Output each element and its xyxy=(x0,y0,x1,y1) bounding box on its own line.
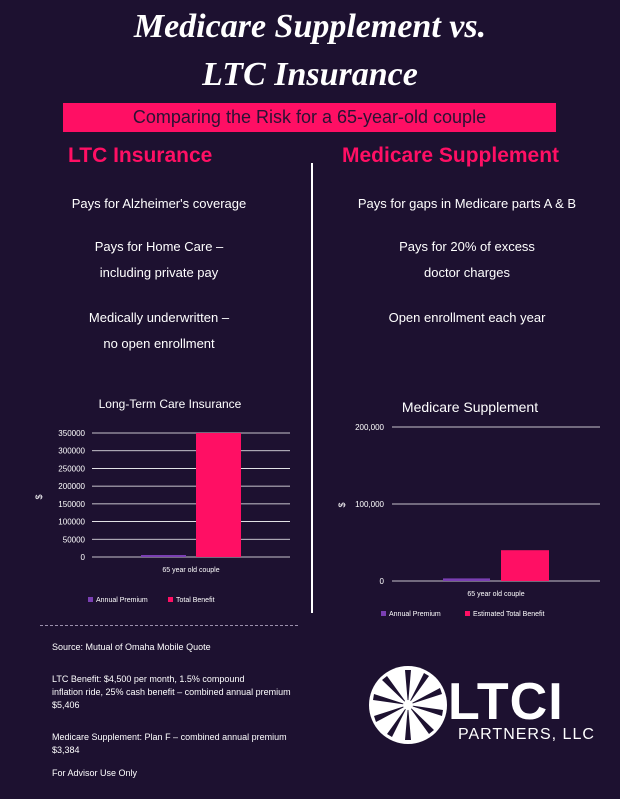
page-title-line-2: LTC Insurance xyxy=(202,56,418,93)
page-title-line-1: Medicare Supplement vs. xyxy=(133,8,487,45)
ltc-feature-home-care: Pays for Home Care – including private pay xyxy=(94,239,224,280)
ltc-bar-total-benefit xyxy=(196,433,241,557)
medicare-feature-open-enrollment: Open enrollment each year xyxy=(388,310,546,325)
ltc-legend-swatch xyxy=(88,597,93,602)
medicare-y-tick-label: 200,000 xyxy=(355,423,384,432)
ltc-y-tick-label: 300000 xyxy=(58,446,85,456)
medicare-column-heading: Medicare Supplement xyxy=(342,144,560,167)
ltc-column-heading: LTC Insurance xyxy=(68,144,213,167)
source-note: Source: Mutual of Omaha Mobile Quote xyxy=(52,642,211,652)
ltc-y-tick-label: 100000 xyxy=(58,517,85,527)
ltc-y-tick-label: 250000 xyxy=(58,464,85,474)
medicare-y-tick-label: 0 xyxy=(379,577,384,586)
medicare-bar-annual-premium xyxy=(443,578,490,581)
medicare-feature-gaps: Pays for gaps in Medicare parts A & B xyxy=(357,196,577,211)
ltc-feature-alzheimers: Pays for Alzheimer's coverage xyxy=(71,196,247,211)
ltc-y-tick-label: 200000 xyxy=(58,482,85,492)
ltc-feature-underwritten: Medically underwritten – no open enrollment xyxy=(88,310,230,351)
medicare-bar-estimated-total-benefit xyxy=(501,550,549,581)
ltc-y-tick-label: 0 xyxy=(80,553,85,562)
ltc-y-axis-label: $ xyxy=(34,494,44,500)
chart-separator-dashed-line xyxy=(40,625,298,626)
medicare-legend-swatch xyxy=(381,611,386,616)
ltc-chart-title: Long-Term Care Insurance xyxy=(98,397,242,411)
ltc-benefit-note: LTC Benefit: $4,500 per month, 1.5% compound inflation ride, 25% cash benefit – combined annual premium $5,406 xyxy=(52,674,291,710)
logo-wordmark: LTCI xyxy=(448,673,564,731)
medicare-legend-label: Estimated Total Benefit xyxy=(473,611,545,618)
advisor-use-note: For Advisor Use Only xyxy=(52,768,138,778)
medicare-y-tick-label: 100,000 xyxy=(355,500,384,509)
ltc-bar-annual-premium xyxy=(141,555,186,557)
ltc-y-tick-label: 150000 xyxy=(58,499,85,509)
comparison-banner: Comparing the Risk for a 65-year-old couple xyxy=(63,103,556,132)
medicare-category-label: 65 year old couple xyxy=(467,591,525,598)
ltc-category-label: 65 year old couple xyxy=(162,567,220,574)
ltc-legend-label: Annual Premium xyxy=(96,597,148,604)
medicare-chart-title: Medicare Supplement xyxy=(401,399,539,415)
medicare-legend-swatch xyxy=(465,611,470,616)
ltc-y-tick-label: 50000 xyxy=(62,535,85,545)
medicare-supplement-note: Medicare Supplement: Plan F – combined annual premium $3,384 xyxy=(52,732,287,755)
medicare-y-axis-label: $ xyxy=(337,502,347,508)
ltc-legend-label: Total Benefit xyxy=(176,597,215,604)
ltci-logo-emblem-icon xyxy=(367,664,449,746)
logo-tagline: PARTNERS, LLC xyxy=(458,726,595,743)
ltc-y-tick-label: 350000 xyxy=(58,429,85,438)
medicare-legend-label: Annual Premium xyxy=(389,611,441,618)
ltc-legend-swatch xyxy=(168,597,173,602)
medicare-feature-excess-charges: Pays for 20% of excess doctor charges xyxy=(399,239,535,280)
